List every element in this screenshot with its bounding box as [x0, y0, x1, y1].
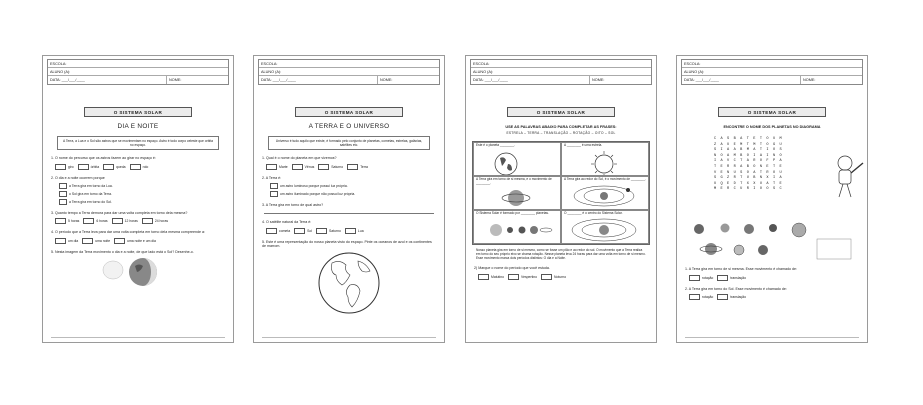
question-2: 2. O dia e a noite ocorrem porque — [51, 176, 105, 180]
worksheet-title: O SISTEMA SOLAR — [84, 107, 192, 117]
option-label: Noturno — [554, 274, 567, 279]
nome-label: NOME: — [377, 76, 439, 84]
aluno-label: ALUNO (A): — [473, 70, 494, 74]
data-label: DATA: ___/___/____ — [684, 78, 719, 82]
worksheet-title: O SISTEMA SOLAR — [718, 107, 826, 117]
grid-row: SGZRTUBNXIA — [713, 176, 787, 181]
option-label: o Sol gira em torno da Terra. — [69, 191, 112, 196]
answer-checkbox[interactable] — [689, 294, 700, 300]
worksheet-completar-frases — [465, 55, 657, 343]
answer-line[interactable] — [264, 213, 434, 214]
fill-cell — [561, 210, 649, 244]
answer-checkbox[interactable] — [59, 191, 67, 197]
fill-cell — [473, 142, 561, 176]
worksheet-subtitle: A TERRA E O UNIVERSO — [308, 123, 390, 130]
grid-row: TERRABONETE — [713, 164, 787, 169]
student-header — [47, 59, 229, 85]
option-label: Marte — [279, 164, 288, 169]
option-label: órbita — [90, 164, 100, 169]
question-3: 3. A Terra gira em torno de qual astro? — [262, 202, 324, 207]
answer-checkbox[interactable] — [82, 238, 93, 244]
option-label: a Terra gira em torno do Sol. — [69, 199, 112, 204]
grid-row: NOAMBOIAINO — [713, 153, 787, 158]
option-label: Lua — [357, 228, 364, 233]
question-5: 5. Este é uma representação do nosso planeta visto do espaço. Pinte os oceanos de azul e os continentes de marrom. — [262, 239, 432, 249]
cell-text: A Terra gira ao redor do Sol, é o movimento de ________. — [564, 177, 646, 181]
option-label: giro — [68, 164, 74, 169]
answer-checkbox[interactable] — [689, 275, 700, 281]
option-label: queda — [116, 164, 126, 169]
answer-checkbox[interactable] — [345, 228, 356, 234]
answer-checkbox[interactable] — [59, 183, 67, 189]
option-label: Terra — [360, 164, 368, 169]
instruction: USE AS PALAVRAS ABAIXO PARA COMPLETAR AS FRASES: — [505, 125, 617, 129]
student-header — [258, 59, 440, 85]
answer-checkbox[interactable] — [270, 183, 278, 189]
question-4: 4. O período que a Terra leva para dar uma volta completa em torno dela mesma compreende a: — [51, 230, 205, 235]
planets-illustration — [677, 219, 867, 261]
nome-label: NOME: — [800, 76, 862, 84]
nome-label: NOME: — [166, 76, 228, 84]
translation-orbit-icon — [564, 182, 644, 208]
answer-checkbox[interactable] — [478, 274, 489, 280]
fill-cell — [473, 176, 561, 210]
word-bank: ESTRELA – TERRA – TRANSLAÇÃO – ROTAÇÃO – OITO – SOL — [506, 131, 616, 135]
earth-day-night-illustration — [43, 254, 233, 288]
question-1: 1. Qual é o nome do planeta em que vivemos? — [262, 156, 337, 161]
answer-checkbox[interactable] — [130, 164, 141, 170]
student-header — [681, 59, 863, 85]
option-label: um astro luminoso porque possui luz própria. — [280, 183, 348, 188]
aluno-label: ALUNO (A): — [261, 70, 282, 74]
question-1: 1. A Terra gira em torno de si mesma. Esse movimento é chamado de: — [685, 267, 797, 271]
answer-checkbox[interactable] — [717, 294, 728, 300]
question-2: 2. A Terra é: — [262, 176, 282, 180]
answer-checkbox[interactable] — [347, 164, 358, 170]
fill-cell — [473, 210, 561, 244]
option-label: Sol — [307, 228, 313, 233]
question-3: 3. Quanto tempo a Terra demora para dar uma volta completa em torno dela mesma? — [51, 210, 188, 215]
option-label: 5 horas — [68, 219, 80, 224]
data-label: DATA: ___/___/____ — [473, 78, 508, 82]
grid-row: SIAABMATIOS — [713, 148, 787, 153]
question-5: 5. Nesta imagem da Terra movimento o dia e a noite, de que lado está o Sol? Desenhe-o. — [51, 249, 194, 254]
answer-checkbox[interactable] — [270, 191, 278, 197]
answer-checkbox[interactable] — [541, 274, 552, 280]
instruction: ENCONTRE O NOME DOS PLANETAS NO DIAGRAMA — [723, 125, 821, 129]
answer-checkbox[interactable] — [142, 218, 153, 224]
fill-cell — [561, 142, 649, 176]
intro-box: Universo é tudo aquilo que existe, é formado pelo conjunto de planetas, cometas, estrelas, galáxias, satélites etc. — [268, 136, 430, 150]
answer-checkbox[interactable] — [55, 238, 66, 244]
answer-checkbox[interactable] — [55, 218, 66, 224]
cell-text: A Terra gira em torno de si mesma, e o movimento de ________. — [476, 177, 552, 185]
escola-label: ESCOLA: — [684, 62, 701, 66]
cell-text: O ________ é o centro do Sistema Solar. — [564, 211, 623, 215]
grid-row: MERCURIOOSC — [713, 187, 787, 192]
option-label: Saturno — [329, 228, 341, 233]
option-label: translação — [730, 295, 746, 300]
answer-checkbox[interactable] — [292, 164, 303, 170]
student-header — [470, 59, 652, 85]
earth-globe-illustration — [254, 249, 444, 315]
answer-checkbox[interactable] — [78, 164, 89, 170]
answer-checkbox[interactable] — [318, 164, 329, 170]
option-label: 6 horas — [96, 219, 108, 224]
word-search-grid[interactable] — [683, 137, 817, 219]
option-label: um astro iluminado porque não possui luz própria. — [280, 191, 356, 196]
rotation-icon — [476, 186, 556, 210]
orbits-icon — [564, 216, 644, 242]
answer-checkbox[interactable] — [294, 228, 305, 234]
answer-checkbox[interactable] — [717, 275, 728, 281]
option-label: uma noite e um dia — [127, 238, 156, 243]
option-label: cometa — [279, 228, 291, 233]
escola-label: ESCOLA: — [261, 62, 278, 66]
aluno-label: ALUNO (A): — [50, 70, 71, 74]
data-label: DATA: ___/___/____ — [261, 78, 296, 82]
text-paragraph: Nosso planeta gira em torno de si mesmo, como se fosse um pião e ao redor do sol. O movimento que a Terra realiza em torno do seu próprio eixo se chama rotação. Nesse planeta leva 24 horas para dar uma volta em torno de si mesmo. Esse movimento marca dois períodos distintos: O dia e a Noite. — [476, 248, 646, 260]
answer-checkbox[interactable] — [266, 228, 277, 234]
answer-checkbox[interactable] — [316, 228, 327, 234]
worksheet-dia-e-noite — [42, 55, 234, 343]
worksheet-title: O SISTEMA SOLAR — [507, 107, 615, 117]
earth-icon — [476, 148, 556, 176]
intro-box: A Terra, a Lua e o Sol são astros que se movimentam no espaço. Astro é todo corpo celeste que orbita no espaço. — [57, 136, 219, 150]
option-label: Matutino — [491, 274, 505, 279]
fill-in-grid — [472, 141, 650, 245]
option-label: um dia — [68, 238, 79, 243]
nome-label: NOME: — [589, 76, 651, 84]
question-4: 4. O satélite natural da Terra é: — [262, 220, 312, 225]
option-label: translação — [730, 275, 746, 280]
answer-checkbox[interactable] — [508, 274, 519, 280]
answer-checkbox[interactable] — [83, 218, 94, 224]
option-label: 12 horas — [124, 219, 138, 224]
question-2: 2) Marque o nome do período que você estuda. — [474, 266, 550, 270]
sun-icon — [564, 148, 644, 176]
answer-checkbox[interactable] — [112, 218, 123, 224]
data-label: DATA: ___/___/____ — [50, 78, 85, 82]
escola-label: ESCOLA: — [50, 62, 67, 66]
question-1-options — [55, 164, 225, 170]
option-label: rotação — [702, 295, 714, 300]
question-2: 2. A Terra gira em torno do Sol. Esse movimento é chamado de: — [685, 286, 787, 291]
worksheet-subtitle: DIA E NOITE — [117, 123, 159, 130]
worksheet-caca-palavras — [676, 55, 868, 343]
escola-label: ESCOLA: — [473, 62, 490, 66]
fill-cell — [561, 176, 649, 210]
worksheet-title: O SISTEMA SOLAR — [295, 107, 403, 117]
answer-checkbox[interactable] — [114, 238, 125, 244]
answer-checkbox[interactable] — [59, 199, 67, 205]
option-label: uma noite — [95, 238, 111, 243]
grid-row: UQEDTXXUATE — [713, 181, 787, 186]
grid-row: VENUSOATROU — [713, 170, 787, 175]
option-label: Vespertino — [521, 274, 538, 279]
aluno-label: ALUNO (A): — [684, 70, 705, 74]
grid-row: IAVCTAROFPA — [713, 159, 787, 164]
cell-text: A ________ é uma estrela. — [564, 143, 603, 147]
grid-row: CASBATETOUM — [713, 137, 787, 141]
option-label: rolo — [142, 164, 149, 169]
answer-checkbox[interactable] — [103, 164, 114, 170]
option-label: rotação — [702, 275, 714, 280]
solar-system-icon — [476, 216, 556, 242]
option-label: Saturno — [331, 164, 344, 169]
worksheet-terra-e-universo — [253, 55, 445, 343]
option-label: a Terra gira em torno da Lua. — [69, 183, 113, 188]
answer-checkbox[interactable] — [55, 164, 66, 170]
question-1: 1. O nome do percurso que os astros fazem ao girar no espaço é: — [51, 156, 156, 161]
astronaut-telescope-illustration — [823, 149, 867, 219]
option-label: 24 horas — [154, 219, 169, 224]
answer-checkbox[interactable] — [266, 164, 277, 170]
cell-text: O Sistema Solar é formado por ________ planetas. — [476, 211, 549, 215]
option-label: Vênus — [304, 164, 315, 169]
grid-row: ZAUEMTMTOGU — [713, 142, 787, 147]
cell-text: Este é o planeta ________. — [476, 143, 515, 147]
